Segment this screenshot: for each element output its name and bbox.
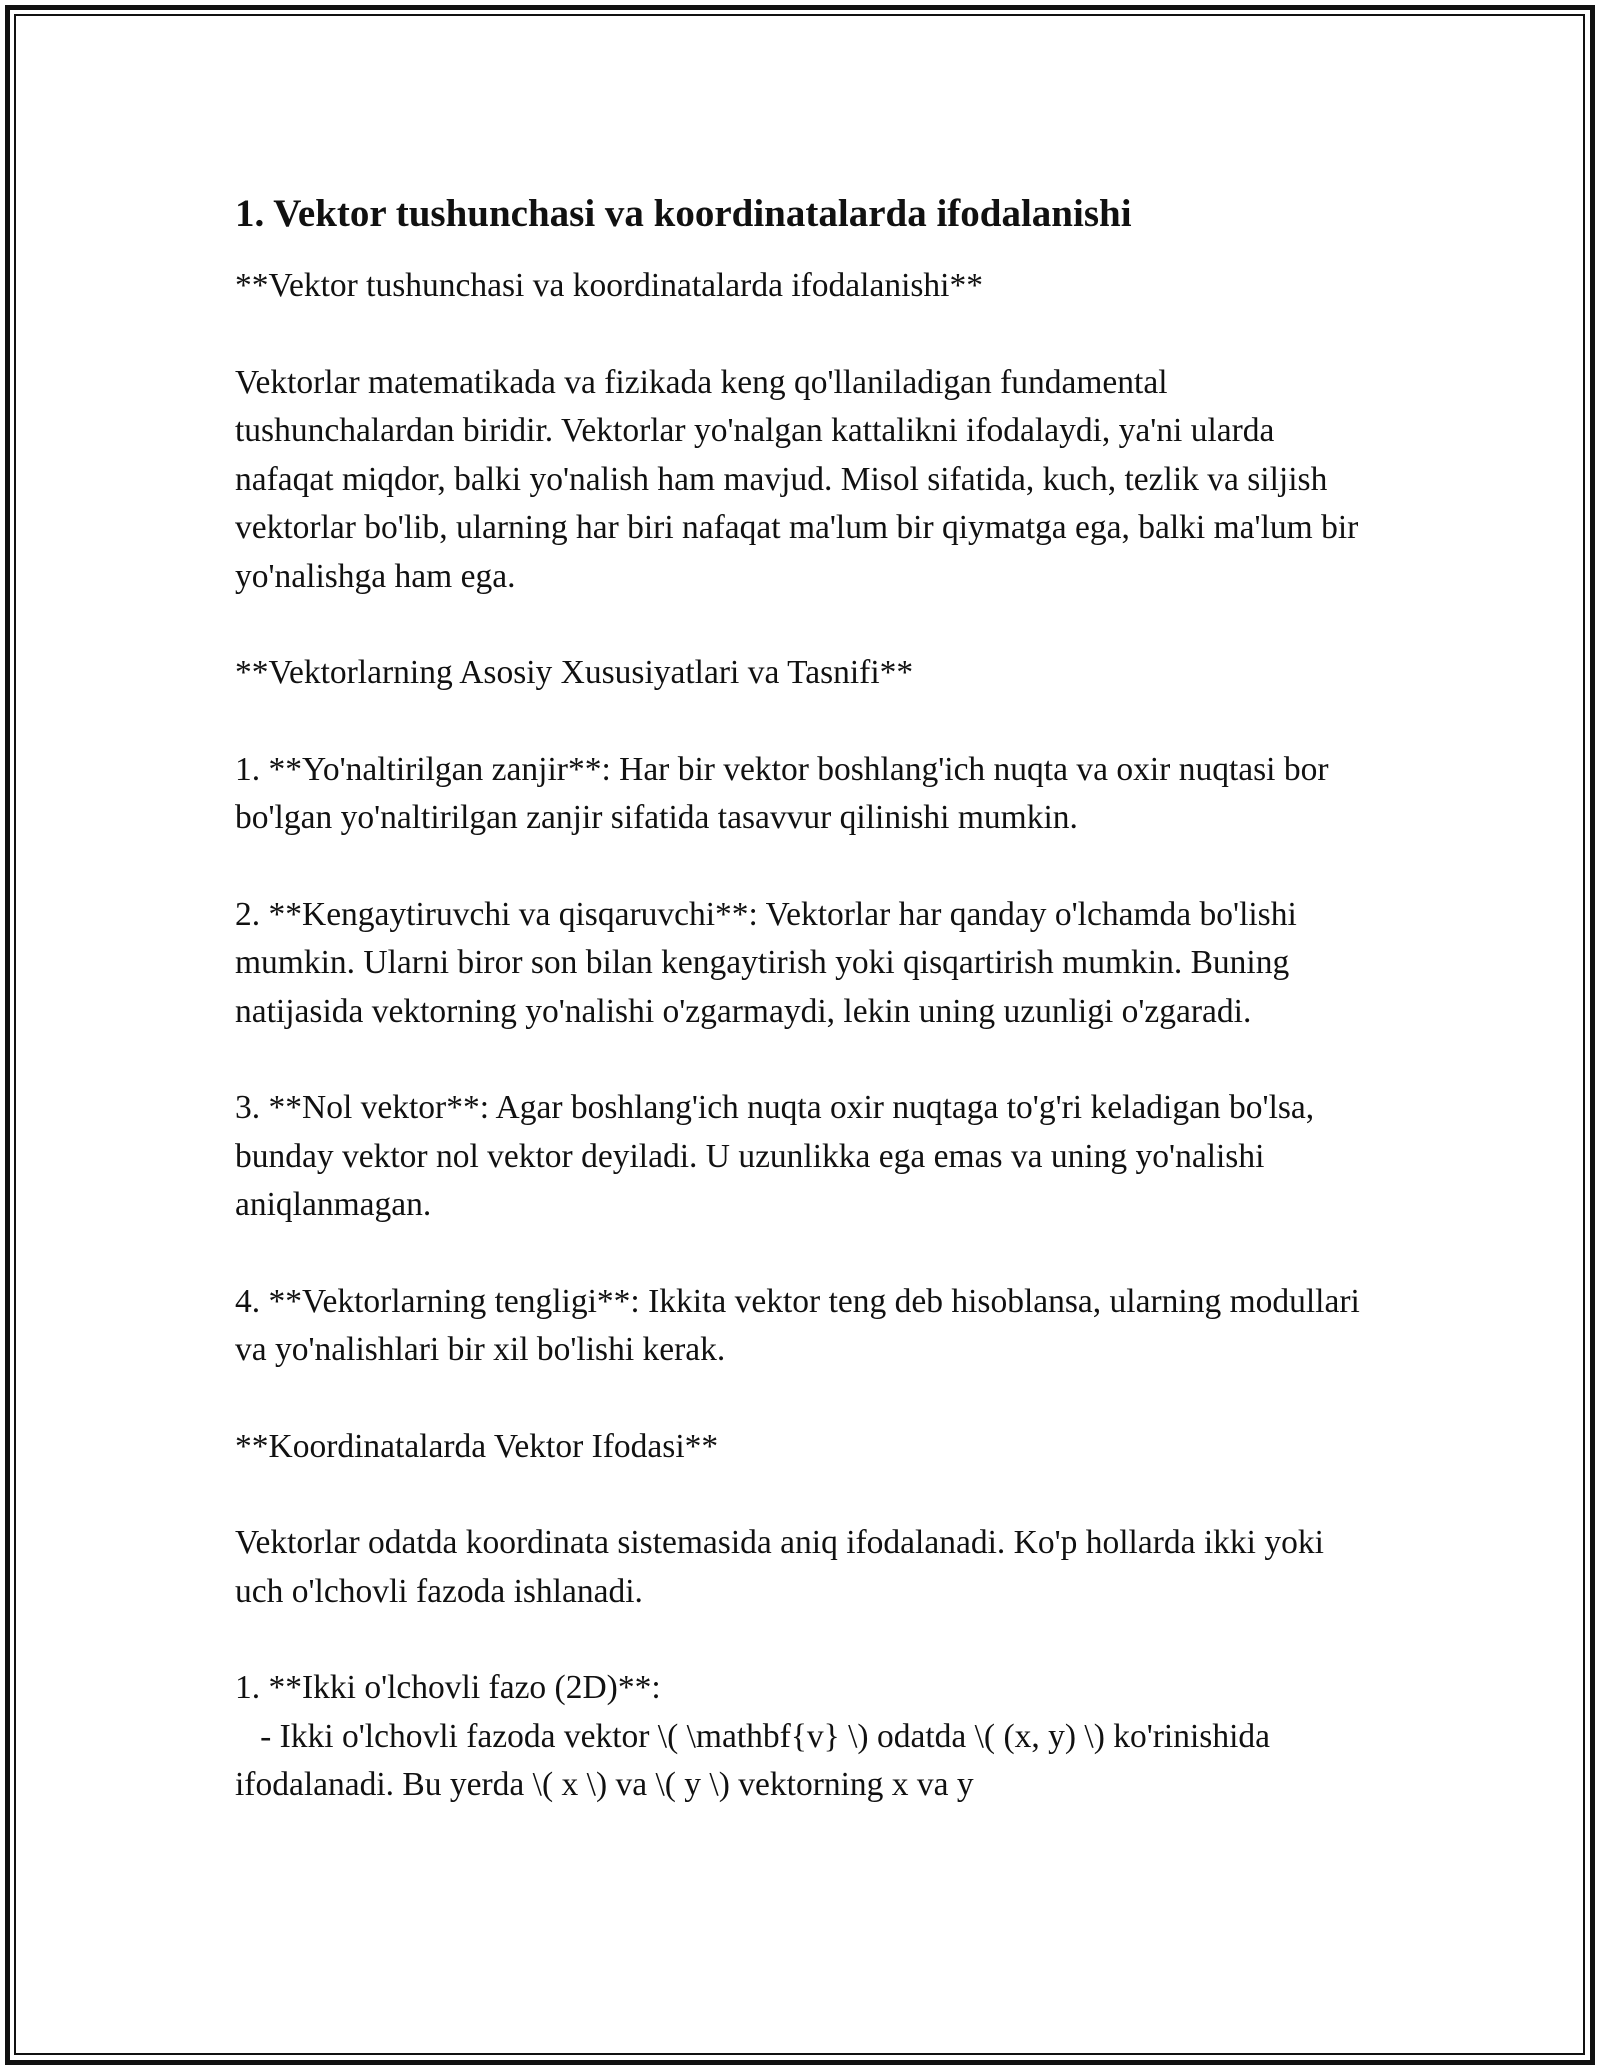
document-heading: 1. Vektor tushunchasi va koordinatalarda ifodalanishi <box>235 192 1132 235</box>
paragraph-intro: Vektorlar matematikada va fizikada keng qo'llaniladigan fundamental tushunchalardan biridir. Vektorlar yo'nalgan kattalikni ifodalaydi, ya'ni ularda nafaqat miqdor, balki yo'nalish ham mavjud. Misol sifatida, kuch, tezlik va siljish vektorlar bo'lib, ularning har biri nafaqat ma'lum bir qiymatga ega, balki ma'lum bir yo'nalishga ham ega. <box>235 363 1367 595</box>
paragraph-coordinates-intro: Vektorlar odatda koordinata sistemasida aniq ifodalanadi. Ko'p hollarda ikki yoki uch o'lchovli fazoda ishlanadi. <box>235 1524 1333 1610</box>
list-item-scaling: 2. **Kengaytiruvchi va qisqaruvchi**: Vektorlar har qanday o'lchamda bo'lishi mumkin. Ularni biror son bilan kengaytirish yoki qisqartirish mumkin. Buning natijasida vektorning yo'nalishi o'zgarmaydi, lekin uning uzunligi o'zgaradi. <box>235 895 1306 1030</box>
paragraph-coordinates-title: **Koordinatalarda Vektor Ifodasi** <box>235 1427 719 1465</box>
list-item-directed-segment: 1. **Yo'naltirilgan zanjir**: Har bir vektor boshlang'ich nuqta va oxir nuqtasi bor bo'lgan yo'naltirilgan zanjir sifatida tasavvur qilinishi mumkin. <box>235 750 1337 836</box>
list-item-zero-vector: 3. **Nol vektor**: Agar boshlang'ich nuqta oxir nuqtaga to'g'ri keladigan bo'lsa, bunday vektor nol vektor deyiladi. U uzunlikka ega emas va uning yo'nalishi aniqlanmagan. <box>235 1089 1323 1223</box>
list-item-2d-space: 1. **Ikki o'lchovli fazo (2D)**: - Ikki o'lchovli fazoda vektor \( \mathbf{v} \) odatda \( (x, y) \) ko'rinishida ifodalanadi. Bu yerda \( x \) va \( y \) vektorning x va y <box>235 1669 1270 1803</box>
paragraph-section-title: **Vektorlarning Asosiy Xususiyatlari va Tasnifi** <box>235 654 914 691</box>
list-item-equality: 4. **Vektorlarning tengligi**: Ikkita vektor teng deb hisoblansa, ularning modullari va yo'nalishlari bir xil bo'lishi kerak. <box>235 1282 1369 1368</box>
document-body <box>235 188 1369 1858</box>
paragraph-bold-title: **Vektor tushunchasi va koordinatalarda ifodalanishi** <box>235 267 983 304</box>
